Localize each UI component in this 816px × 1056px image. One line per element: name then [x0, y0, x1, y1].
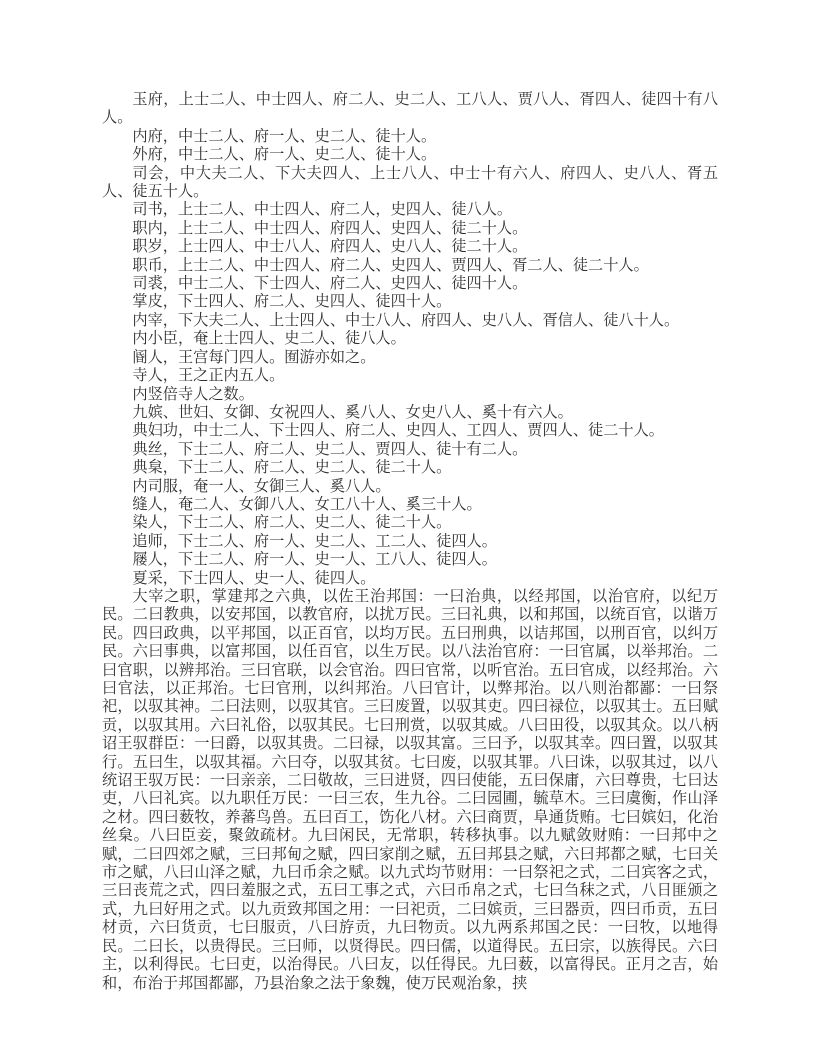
paragraph-dianxi: 典枲，下士二人、府二人、史二人、徒二十人。 [132, 458, 452, 477]
paragraph-neizai: 内宰，下大夫二人、上士四人、中士八人、府四人、史八人、胥信人、徒八十人。 [132, 310, 680, 329]
paragraph-zhangpi: 掌皮，下士四人、府二人、史四人、徒四十人。 [132, 292, 452, 311]
paragraph-neisifu: 内司服，奄一人、女御三人、奚八人。 [132, 476, 391, 495]
paragraph-dianfugong: 典妇功，中士二人、下士四人、府二人、史四人、工四人、贾四人、徒二十人。 [132, 421, 664, 440]
paragraph-sishu: 司书，上士二人、中士四人、府二人，史四人、徒八人。 [132, 200, 513, 219]
paragraph-juren: 屦人，下士二人、府一人、史一人、工八人、徒四人。 [132, 550, 497, 569]
paragraph-sihui: 司会，中大夫二人、下大夫四人、上士八人、中士十有六人、府四人、史八人、胥五人、徒五十人。 [102, 163, 718, 201]
paragraph-siqiu: 司裘，中士二人、下士四人、府二人、史四人、徒四十人。 [132, 274, 528, 293]
paragraph-neishu: 内竖倍寺人之数。 [132, 384, 254, 403]
paragraph-yufu: 玉府，上士二人、中士四人、府二人、史二人、工八人、贾八人、胥四人、徒四十有八人。 [102, 90, 718, 127]
paragraph-neixiaochen: 内小臣，奄上士四人、史二人、徒八人。 [132, 329, 406, 348]
paragraph-waifu: 外府，中士二人、府一人、史二人、徒十人。 [132, 145, 437, 164]
paragraph-zhibi: 职币，上士二人、中士四人、府二人、史四人、贾四人、胥二人、徒二十人。 [132, 255, 649, 274]
paragraph-ranren: 染人，下士二人、府二人、史二人、徒二十人。 [132, 513, 452, 532]
paragraph-siren: 寺人，王之正内五人。 [132, 366, 285, 385]
text-body [102, 90, 718, 992]
paragraph-diansi: 典丝，下士二人、府二人、史二人、贾四人、徒十有二人。 [132, 439, 528, 458]
paragraph-fengren: 缝人，奄二人、女御八人、女工八十人、奚三十人。 [132, 494, 482, 513]
paragraph-hunren: 阍人，王宫每门四人。囿游亦如之。 [132, 347, 376, 366]
paragraph-zhinei: 职内，上士二人、中士四人、府四人、史四人、徒二十人。 [132, 218, 528, 237]
paragraph-taizaizhizhi: 大宰之职，掌建邦之六典，以佐王治邦国：一曰治典，以经邦国，以治官府，以纪万民。二曰教典，以安邦国，以教官府，以扰万民。三曰礼典，以和邦国，以统百官，以谐万民。四曰政典，以平邦国，以正百官，以均万民。五曰刑典，以诘邦国，以刑百官，以纠万民。六曰事典，以富邦国，以任百官，以生万民。以八法治官府：一曰官属，以举邦治。二曰官职，以辨邦治。三曰官联，以会官治。四曰官常，以听官治。五曰官成，以经邦治。六曰官法，以正邦治。七曰官刑，以纠邦治。八曰官计，以弊邦治。以八则治都鄙：一曰祭祀，以驭其神。二曰法则，以驭其官。三曰废置，以驭其吏。四曰禄位，以驭其士。五曰赋贡，以驭其用。六曰礼俗，以驭其民。七曰刑赏，以驭其威。八曰田役，以驭其众。以八柄诏王驭群臣：一曰爵，以驭其贵。二曰禄，以驭其富。三曰予，以驭其幸。四曰置，以驭其行。五曰生，以驭其福。六曰夺，以驭其贫。七曰废，以驭其罪。八曰诛，以驭其过，以八统诏王驭万民：一曰亲亲，二曰敬故，三曰进贤，四曰使能，五曰保庸，六曰尊贵，七曰达吏，八曰礼宾。以九职任万民：一曰三农，生九谷。二曰园圃，毓草木。三曰虞衡，作山泽之材。四曰薮牧，养蕃鸟兽。五曰百工，饬化八材。六曰商贾，阜通货贿。七曰嫔妇，化治丝枲。八曰臣妾，聚敛疏材。九曰闲民，无常职，转移执事。以九赋敛财贿：一曰邦中之赋，二曰四郊之赋，三曰邦甸之赋，四曰家削之赋，五曰邦县之赋，六曰邦都之赋，七曰关市之赋，八曰山泽之赋，九曰币余之赋。以九式均节财用：一曰祭祀之式，二曰宾客之式，三曰丧荒之式，四曰羞服之式，五曰工事之式，六曰币帛之式，七曰刍秣之式，八日匪颁之式，九曰好用之式。以九贡致邦国之用：一曰祀贡，二曰嫔贡，三曰器贡，四曰币贡，五曰材贡，六曰货贡，七曰服贡，八曰斿贡，九曰物贡。以九两系邦国之民：一曰牧，以地得民。二曰长，以贵得民。三曰师，以贤得民。四曰儒，以道得民。五曰宗，以族得民。六曰主，以利得民。七曰吏，以治得民。八曰友，以任得民。九曰薮，以富得民。正月之吉，始和，布治于邦国都鄙，乃县治象之法于象魏，使万民观治象，挟 [102, 586, 718, 992]
paragraph-zhisui: 职岁，上士四人、中士八人、府四人、史八人、徒二十人。 [132, 237, 528, 256]
paragraph-neifu: 内府，中士二人、府一人、史二人、徒十人。 [132, 126, 437, 145]
paragraph-zhuishi: 追师，下士二人、府一人、史二人、工二人、徒四人。 [132, 531, 497, 550]
paragraph-xiacai: 夏采，下士四人、史一人、徒四人。 [132, 568, 376, 587]
paragraph-jiupin: 九嫔、世妇、女御、女祝四人、奚八人、女史八人、奚十有六人。 [132, 402, 573, 421]
